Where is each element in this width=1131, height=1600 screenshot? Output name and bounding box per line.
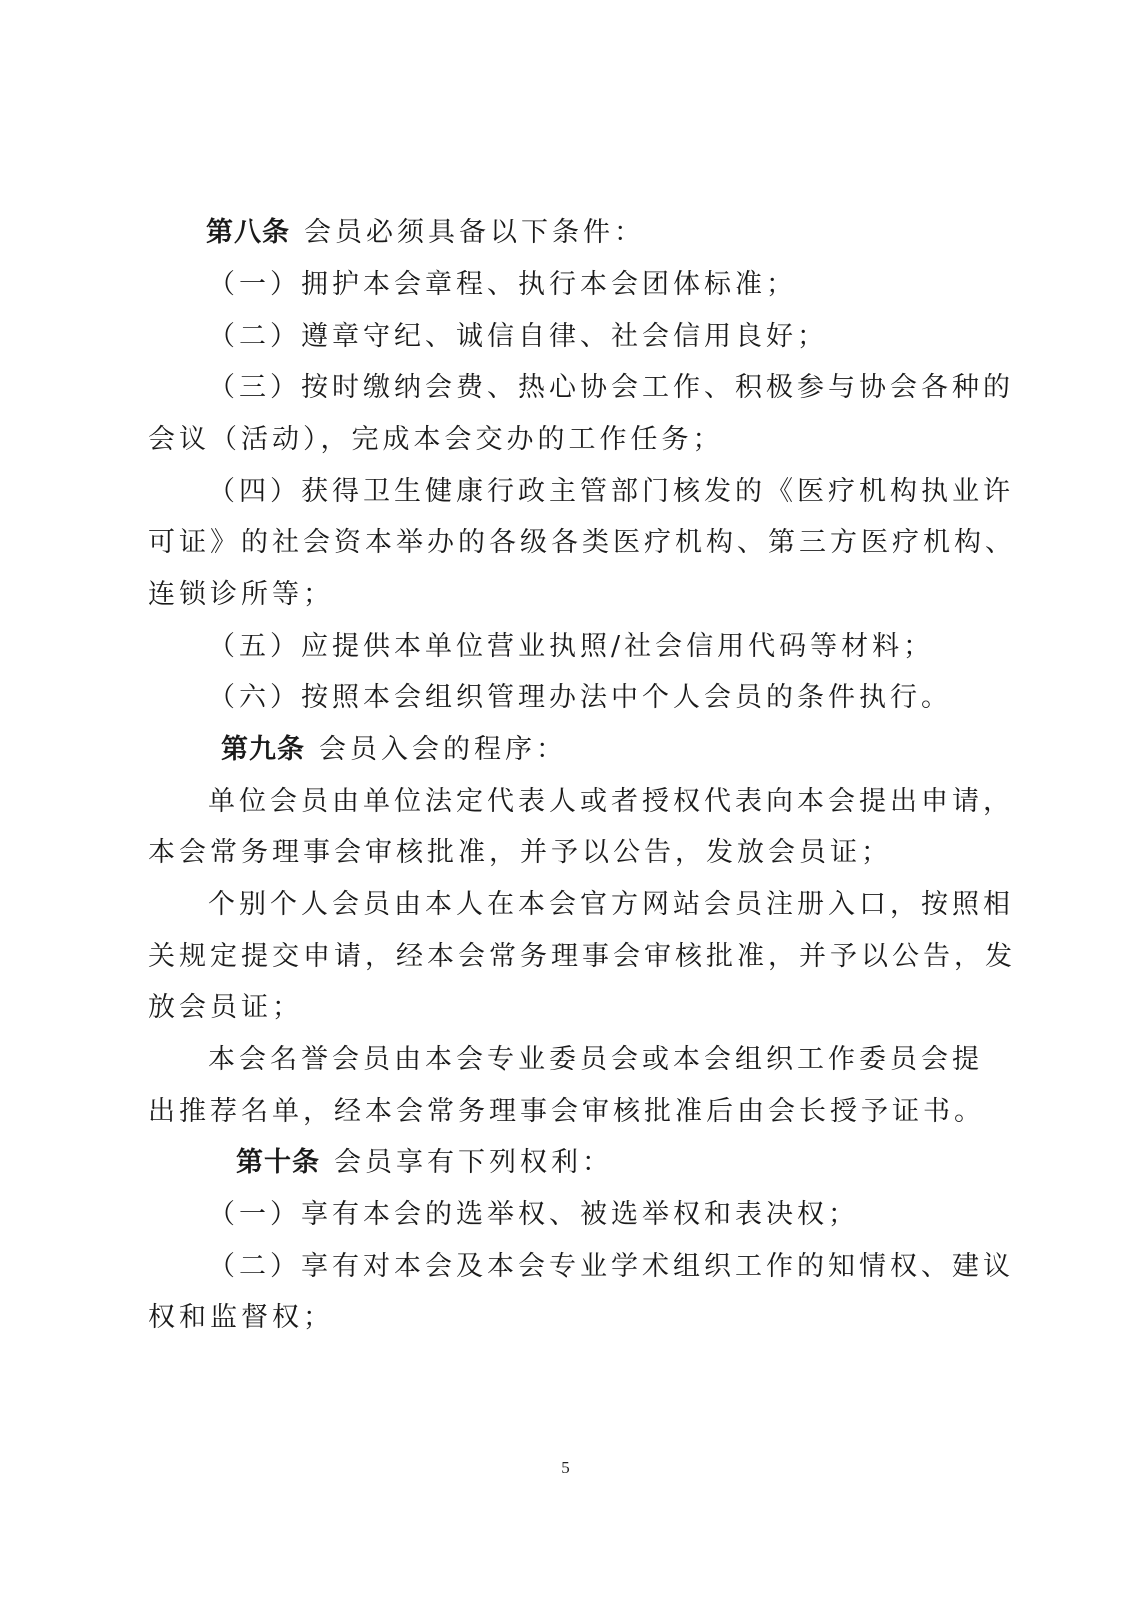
article9-line-1: 单位会员由单位法定代表人或者授权代表向本会提出申请，	[208, 786, 1014, 817]
article8-intro: 会员必须具备以下条件：	[304, 217, 645, 248]
article10-item-1: （一）享有本会的选举权、被选举权和表决权；	[208, 1199, 859, 1230]
article8-item-6: （六）按照本会组织管理办法中个人会员的条件执行。	[208, 682, 952, 713]
article8-item-4: （四）获得卫生健康行政主管部门核发的《医疗机构执业许	[208, 476, 1014, 507]
article9-line-6: 本会名誉会员由本会专业委员会或本会组织工作委员会提	[208, 1044, 983, 1075]
article8-item-3: （三）按时缴纳会费、热心协会工作、积极参与协会各种的	[208, 372, 1014, 403]
article8-item-3-cont: 会议（活动），完成本会交办的工作任务；	[148, 424, 724, 455]
article8-item-2: （二）遵章守纪、诚信自律、社会信用良好；	[208, 321, 828, 352]
article8-heading: 第八条	[206, 217, 290, 248]
article9-line-2: 本会常务理事会审核批准，并予以公告，发放会员证；	[148, 837, 892, 868]
article9-intro: 会员入会的程序：	[319, 734, 567, 765]
article10-item-2-cont: 权和监督权；	[148, 1302, 334, 1333]
article9-line-3: 个别个人会员由本人在本会官方网站会员注册入口，按照相	[208, 889, 1014, 920]
article10-intro: 会员享有下列权利：	[334, 1147, 613, 1178]
article9-line-4: 关规定提交申请，经本会常务理事会审核批准，并予以公告，发	[148, 941, 1016, 972]
article10-item-2: （二）享有对本会及本会专业学术组织工作的知情权、建议	[208, 1251, 1014, 1282]
article9-line-5: 放会员证；	[148, 992, 303, 1023]
article8-item-4-cont1: 可证》的社会资本举办的各级各类医疗机构、第三方医疗机构、	[148, 527, 1016, 558]
article8-item-4-cont2: 连锁诊所等；	[148, 579, 334, 610]
article8-heading-line	[0, 213, 1131, 253]
page-number: 5	[561, 1458, 570, 1477]
article10-heading: 第十条	[236, 1147, 320, 1178]
article8-item-1: （一）拥护本会章程、执行本会团体标准；	[208, 269, 797, 300]
article9-line-7: 出推荐名单，经本会常务理事会审核批准后由会长授予证书。	[148, 1096, 985, 1127]
article10-heading-line	[0, 1143, 1131, 1183]
article9-heading-line	[0, 730, 1131, 770]
article9-heading: 第九条	[221, 734, 305, 765]
article8-item-5: （五）应提供本单位营业执照/社会信用代码等材料；	[208, 631, 935, 662]
